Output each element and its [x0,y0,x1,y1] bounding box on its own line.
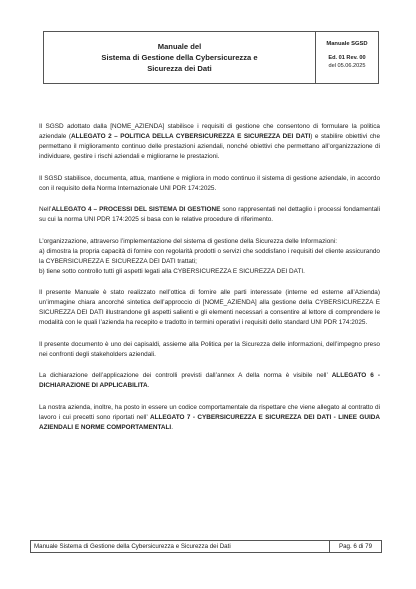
paragraph-text: ) e stabilire obiettivi che permettano il miglioramento continuo delle prestazioni aziendali, nonché obiettivi che permettano all’organizzazione di individuare, gestire i rischi aziendali e migliorarne le prestazioni. [39,133,380,160]
document-header [43,31,379,84]
paragraph-text: La dichiarazione dell’applicazione dei controlli previsti dall’annex A della norma è visibile nell’ [39,372,332,379]
paragraph-text: L’organizzazione, attraverso l’implementazione del sistema di gestione della Sicurezza delle Informazioni: [39,237,338,245]
paragraph-bold: ALLEGATO 7 - CYBERSICUREZZA E SICUREZZA DEI DATI - LINEE GUIDA AZIENDALI E NORME COMPORTAMENTALI [39,413,380,431]
paragraph-text: . [147,382,150,389]
paragraph-7 [39,371,380,391]
paragraph-2 [39,174,380,194]
paragraph-text: sono rappresentati nel dettaglio i processi fondamentali su cui la norma UNI PDR 174:2025 si basa con le relative procedure di riferimento. [39,206,380,223]
document-body [39,122,380,444]
paragraph-8 [39,403,380,433]
paragraph-6 [39,340,380,360]
paragraph-text: Nell’ [39,206,52,213]
paragraph-text: . [171,423,173,431]
paragraph-5 [39,288,380,328]
paragraph-bold: ALLEGATO 2 – POLITICA DELLA CYBERSICUREZZA E SICUREZZA DEI DATI [71,133,311,140]
list-item: a) dimostra la propria capacità di fornire con regolarità prodotti o servizi che soddisfano i requisiti del cliente assicurando la CYBERSICUREZZA E SICUREZZA DEI DATI trattati; [39,247,380,265]
header-title-line2: Sistema di Gestione della Cybersicurezza e [101,53,258,62]
paragraph-4 [39,237,380,277]
header-title [44,32,316,83]
edition-date: del 05.06.2025 [328,63,366,69]
list-item: b) tiene sotto controllo tutti gli aspetti legati alla CYBERSICUREZZA E SICUREZZA DEI DATI. [39,267,305,275]
header-meta [316,32,378,83]
paragraph-text: Il presente documento è uno dei capisaldi, assieme alla Politica per la Sicurezza delle informazioni, dell’impegno preso nei confronti degli stakeholders aziendali. [39,340,380,358]
paragraph-text: La nostra azienda, inoltre, ha posto in essere un codice comportamentale da rispettare che viene allegato al contratto di lavoro i cui precetti sono riportati nell’ [39,403,380,421]
footer-title: Manuale Sistema di Gestione della Cybersicurezza e Sicurezza dei Dati [31,541,330,552]
page-number: Pag. 6 di 79 [338,543,373,550]
paragraph-1 [39,122,380,162]
paragraph-text: Il SGSD adottato dalla [NOME_AZIENDA] stabilisce i requisiti di gestione che consentono di formulare la politica aziendale ( [39,123,380,140]
header-title-line3: Sicurezza dei Dati [147,64,212,73]
paragraph-3 [39,205,380,225]
edition: Ed. 01 Rev. 00 [328,55,366,61]
document-footer [30,540,382,553]
paragraph-bold: ALLEGATO 4 – PROCESSI DEL SISTEMA DI GESTIONE [51,206,221,213]
paragraph-text: Il SGSD stabilisce, documenta, attua, mantiene e migliora in modo continuo il sistema di gestione aziendale, in accordo con il requisito della Norma Internazionale UNI PDR 174:2025. [39,174,380,192]
header-title-line1: Manuale del [157,42,202,51]
doc-code: Manuale SGSD [326,41,368,47]
paragraph-bold: ALLEGATO 6 - DICHIARAZIONE DI APPLICABILITA [39,372,380,389]
paragraph-text: Il presente Manuale è stato realizzato nell’ottica di fornire alle parti interessate (interne ed esterne all’Azienda) un’immagine chiara ancorché sintetica dell’approccio di [NOME_AZIENDA] alla gestione della CYBERSICUREZZA E SICUREZZA DEI DATI illustrandone gli aspetti salienti e gli elementi necessari a consentire al lettore di comprendere le modalità con le quali l’azienda ha recepito e tradotto in termini operativi i requisiti dello standard UNI PDR 174:2025. [39,289,380,326]
